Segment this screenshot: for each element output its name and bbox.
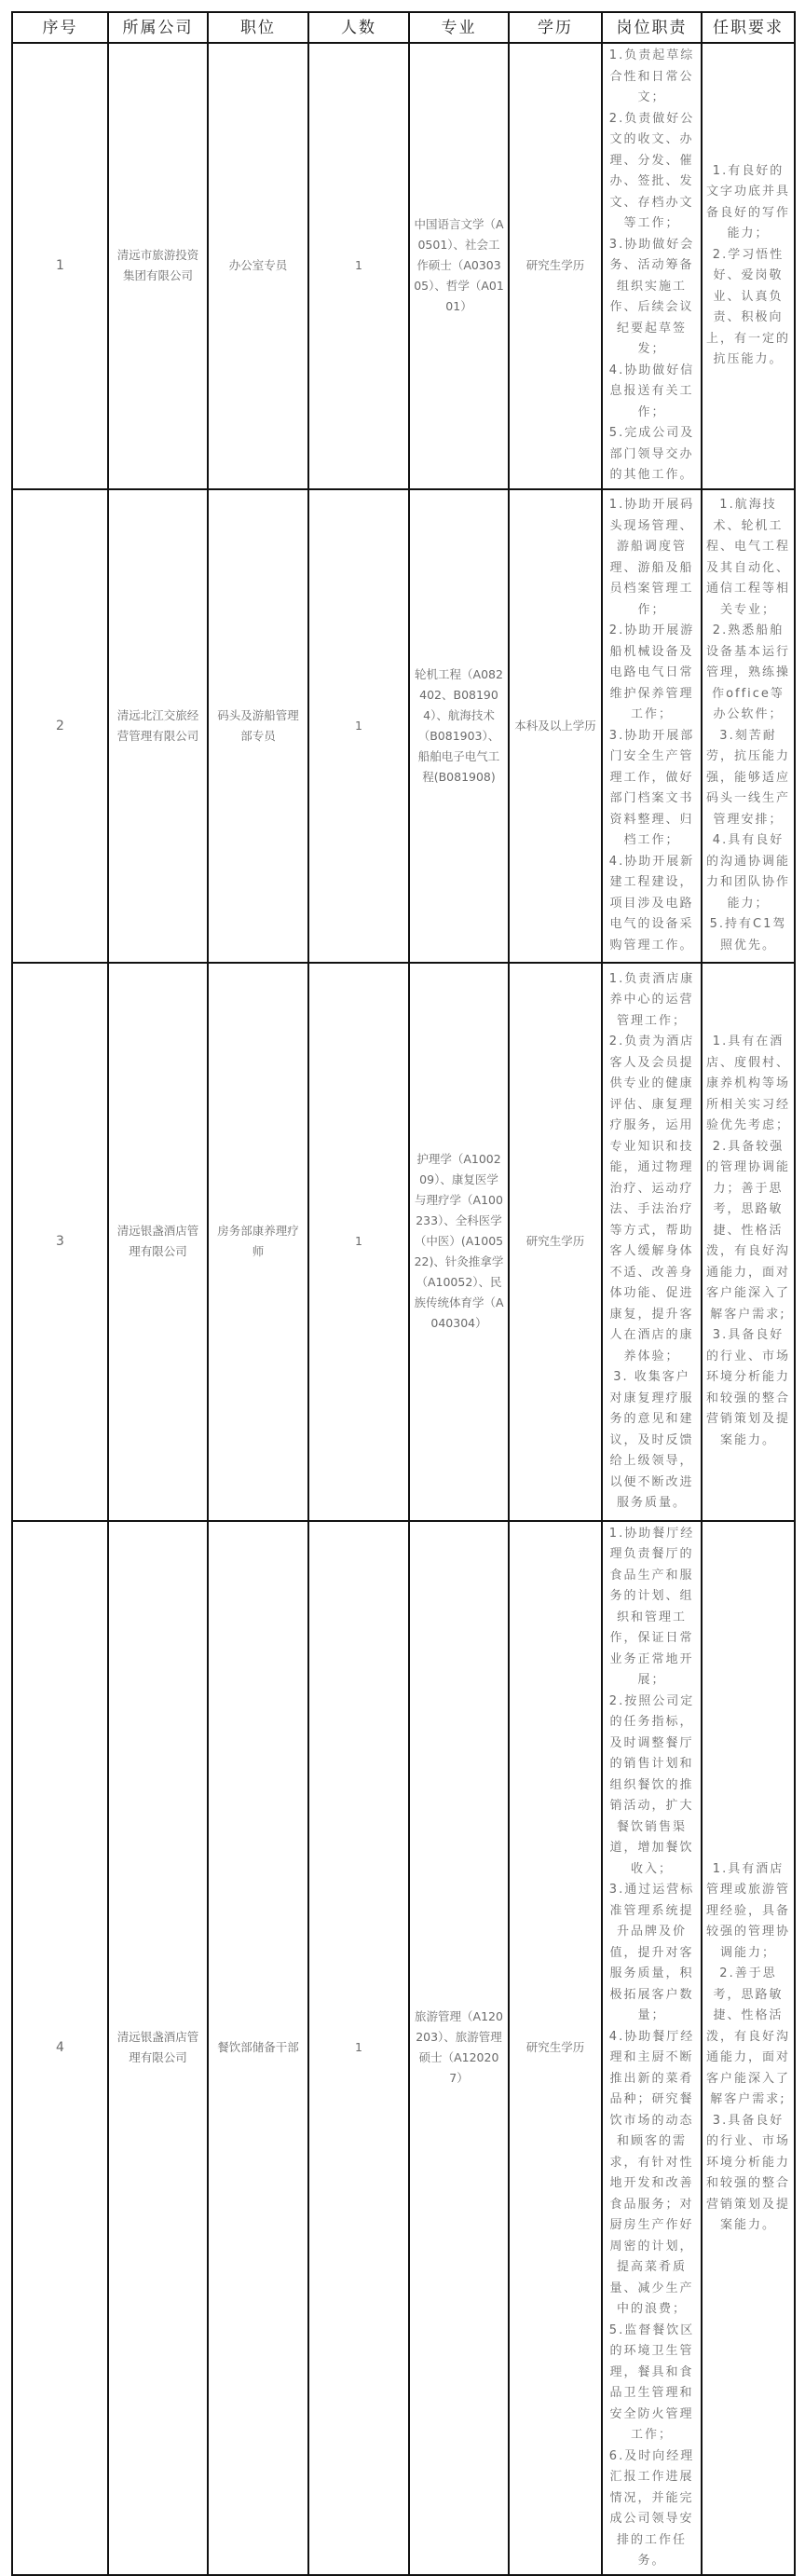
cell-position: 办公室专员 <box>208 43 308 489</box>
duty-item: 3.通过运营标准管理系统提升品牌及价值，提升对客服务质量，积极拓展客户数量； <box>608 1883 695 2022</box>
duty-item: 2.负责做好公文的收文、办理、分发、催办、签批、发文、存档办文等工作； <box>608 111 695 230</box>
duty-item: 5.监督餐饮区的环境卫生管理，餐具和食品卫生管理和安全防火管理工作； <box>608 2323 695 2442</box>
cell-duties <box>602 1521 702 2575</box>
cell-company: 清远银盏酒店管理有限公司 <box>108 1521 208 2575</box>
requirement-item: 4.具有良好的沟通协调能力和团队协作能力； <box>706 833 791 911</box>
header-company: 所属公司 <box>108 12 208 43</box>
table-row <box>12 963 795 1521</box>
requirement-item: 1.航海技术、轮机工程、电气工程及其自动化、通信工程等相关专业； <box>706 498 791 617</box>
cell-company: 清远北江交旅经营管理有限公司 <box>108 489 208 963</box>
cell-position: 房务部康养理疗师 <box>208 963 308 1521</box>
duty-item: 2.按照公司定的任务指标，及时调整餐厅的销售计划和组织餐饮的推销活动，扩大餐饮销售渠道，增加餐饮收入； <box>608 1693 695 1876</box>
duty-item: 4.协助开展新建工程建设，项目涉及电路电气的设备采购管理工作。 <box>608 854 695 952</box>
cell-count: 1 <box>308 43 409 489</box>
table-row <box>12 43 795 489</box>
table-row <box>12 1521 795 2575</box>
recruitment-table <box>11 11 796 2576</box>
duty-item: 4.协助餐厅经理和主厨不断推出新的菜肴品种；研究餐饮市场的动态和顾客的需求，有针对性地开发和改善食品服务；对厨房生产作好周密的计划，提高菜肴质量、减少生产中的浪费； <box>608 2029 695 2316</box>
cell-requirements <box>702 489 795 963</box>
cell-company: 清远市旅游投资集团有限公司 <box>108 43 208 489</box>
cell-duties <box>602 963 702 1521</box>
duty-item: 3. 收集客户对康复理疗服务的意见和建议，及时反馈给上级领导，以便不断改进服务质量。 <box>609 1370 694 1510</box>
requirement-item: 5.持有C1驾照优先。 <box>709 917 787 952</box>
cell-requirements <box>702 1521 795 2575</box>
header-row <box>12 12 795 43</box>
requirement-item: 3.刻苦耐劳，抗压能力强，能够适应码头一线生产管理安排； <box>706 728 791 827</box>
cell-position: 码头及游船管理部专员 <box>208 489 308 963</box>
header-seq: 序号 <box>12 12 108 43</box>
duty-item: 1.负责酒店康养中心的运营管理工作； <box>608 971 695 1028</box>
cell-duties <box>602 489 702 963</box>
table-row <box>12 489 795 963</box>
header-requirements: 任职要求 <box>702 12 795 43</box>
requirement-item: 1.具有酒店管理或旅游管理经验，具备较强的管理协调能力； <box>706 1861 791 1960</box>
cell-major: 护理学（A100209）、康复医学与理疗学（A100233）、全科医学（中医）(A100522)、针灸推拿学（A10052）、民族传统体育学（A040304） <box>409 963 509 1521</box>
cell-seq: 2 <box>12 489 108 963</box>
cell-seq: 4 <box>12 1521 108 2575</box>
cell-major: 中国语言文学（A0501）、社会工作硕士（A030305）、哲学（A0101） <box>409 43 509 489</box>
cell-education: 研究生学历 <box>509 43 602 489</box>
cell-count: 1 <box>308 489 409 963</box>
duty-item: 1.负责起草综合性和日常公文； <box>608 48 695 104</box>
requirement-item: 2.熟悉船舶设备基本运行管理，熟练操作office等办公软件； <box>706 623 791 721</box>
cell-requirements <box>702 963 795 1521</box>
header-position: 职位 <box>208 12 308 43</box>
duty-item: 4.协助做好信息报送有关工作； <box>608 363 695 419</box>
requirement-item: 2.善于思考，思路敏捷、性格活泼，有良好沟通能力，面对客户能深入了解客户需求; <box>706 1966 791 2106</box>
requirement-item: 3.具备良好的行业、市场环境分析能力和较强的整合营销策划及提案能力。 <box>706 1328 791 1447</box>
cell-count: 1 <box>308 1521 409 2575</box>
duty-item: 2.负责为酒店客人及会员提供专业的健康评估、康复理疗服务，运用专业知识和技能，通过物理治疗、运动疗法、手法治疗等方式，帮助客人缓解身体不适、改善身体功能、促进康复，提升客人在酒店的康养体验； <box>608 1035 695 1363</box>
requirement-item: 1.有良好的文字功底并具备良好的写作能力； <box>706 163 791 241</box>
cell-seq: 1 <box>12 43 108 489</box>
requirement-item: 2.学习悟性好、爱岗敬业、认真负责、积极向上，有一定的抗压能力。 <box>706 247 791 367</box>
cell-company: 清远银盏酒店管理有限公司 <box>108 963 208 1521</box>
duty-item: 3.协助做好会务、活动筹备组织实施工作、后续会议纪要起草签发； <box>608 237 695 356</box>
duty-item: 1.协助餐厅经理负责餐厅的食品生产和服务的计划、组织和管理工作，保证日常业务正常地开展； <box>608 1526 695 1687</box>
cell-seq: 3 <box>12 963 108 1521</box>
cell-education: 研究生学历 <box>509 1521 602 2575</box>
cell-education: 研究生学历 <box>509 963 602 1521</box>
cell-position: 餐饮部储备干部 <box>208 1521 308 2575</box>
header-education: 学历 <box>509 12 602 43</box>
duty-item: 1.协助开展码头现场管理、游船调度管理、游船及船员档案管理工作； <box>608 498 695 617</box>
cell-major: 轮机工程（A082402、B081904）、航海技术（B081903）、船舶电子电气工程(B081908) <box>409 489 509 963</box>
requirement-item: 1.具有在酒店、度假村、康养机构等场所相关实习经验优先考虑； <box>706 1035 791 1132</box>
cell-duties <box>602 43 702 489</box>
cell-count: 1 <box>308 963 409 1521</box>
cell-requirements <box>702 43 795 489</box>
header-count: 人数 <box>308 12 409 43</box>
duty-item: 3.协助开展部门安全生产管理工作，做好部门档案文书资料整理、归档工作； <box>608 728 695 847</box>
duty-item: 5.完成公司及部门领导交办的其他工作。 <box>608 426 695 482</box>
header-major: 专业 <box>409 12 509 43</box>
duty-item: 2.协助开展游船机械设备及电路电气日常维护保养管理工作； <box>608 623 695 721</box>
cell-education: 本科及以上学历 <box>509 489 602 963</box>
requirement-item: 2.具备较强的管理协调能力；善于思考，思路敏捷、性格活泼，有良好沟通能力，面对客户能深入了解客户需求; <box>706 1139 791 1322</box>
duty-item: 6.及时向经理汇报工作进展情况，并能完成公司领导安排的工作任务。 <box>608 2448 695 2568</box>
header-duties: 岗位职责 <box>602 12 702 43</box>
cell-major: 旅游管理（A120203）、旅游管理硕士（A120207） <box>409 1521 509 2575</box>
requirement-item: 3.具备良好的行业、市场环境分析能力和较强的整合营销策划及提案能力。 <box>706 2113 791 2232</box>
